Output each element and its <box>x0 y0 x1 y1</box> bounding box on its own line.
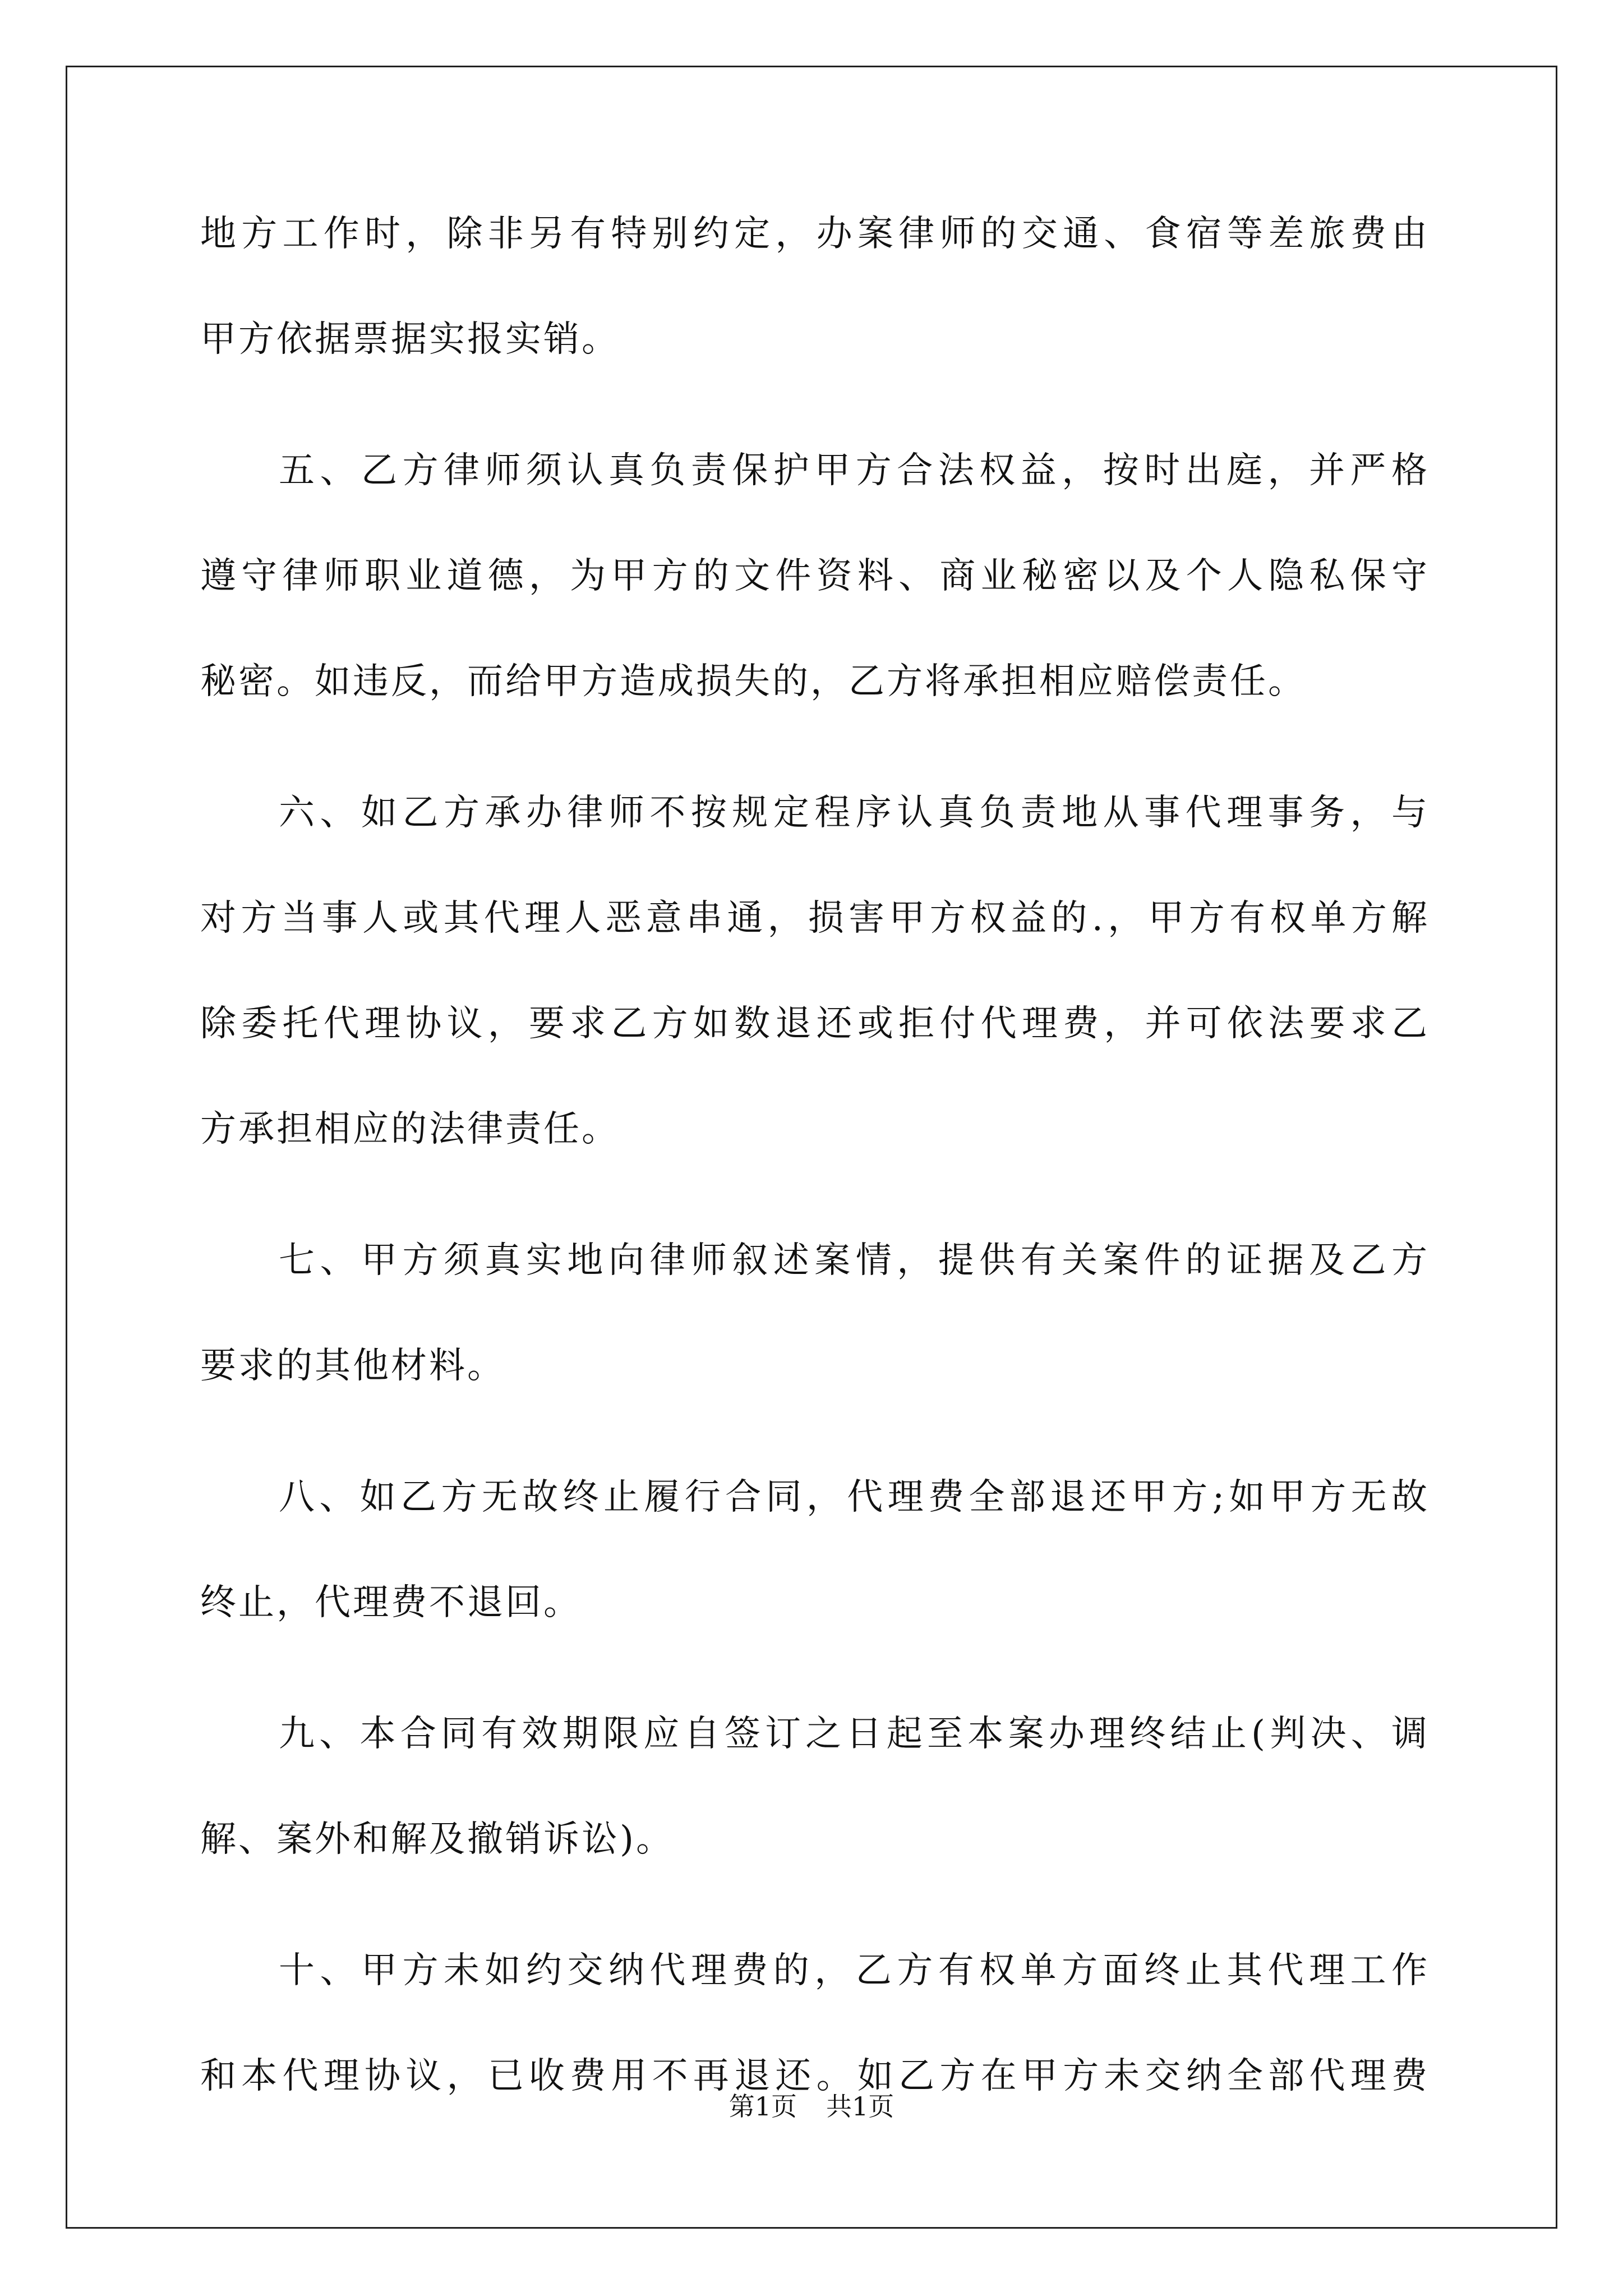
paragraph-first-line: 八、如乙方无故终止履行合同，代理费全部退还甲方;如甲方无故 <box>279 1476 1430 1518</box>
page-total: 共1页 <box>826 2091 895 2122</box>
text-line: 对方当事人或其代理人恶意串通，损害甲方权益的.，甲方有权单方解 <box>200 898 1430 939</box>
text-line: 除委托代理协议，要求乙方如数退还或拒付代理费，并可依法要求乙 <box>200 1003 1430 1045</box>
text-line: 要求的其他材料。 <box>200 1345 505 1387</box>
text-line: 遵守律师职业道德，为甲方的文件资料、商业秘密以及个人隐私保守 <box>200 555 1430 597</box>
text-line: 方承担相应的法律责任。 <box>200 1108 620 1150</box>
text-line: 地方工作时，除非另有特别约定，办案律师的交通、食宿等差旅费由 <box>200 213 1430 255</box>
text-line: 甲方依据票据实报实销。 <box>200 319 620 360</box>
text-line: 解、案外和解及撤销诉讼)。 <box>200 1819 674 1860</box>
text-line: 终止，代理费不退回。 <box>200 1582 582 1623</box>
text-line: 和本代理协议，已收费用不再退还。如乙方在甲方未交纳全部代理费 <box>200 2055 1430 2097</box>
page-number: 第1页 <box>728 2091 797 2122</box>
paragraph-first-line: 六、如乙方承办律师不按规定程序认真负责地从事代理事务，与 <box>279 792 1430 834</box>
text-line: 秘密。如违反，而给甲方造成损失的，乙方将承担相应赔偿责任。 <box>200 661 1306 702</box>
page-footer <box>0 2090 1623 2123</box>
paragraph-first-line: 九、本合同有效期限应自签订之日起至本案办理终结止(判决、调 <box>279 1713 1430 1755</box>
paragraph-first-line: 十、甲方未如约交纳代理费的，乙方有权单方面终止其代理工作 <box>279 1950 1430 1991</box>
paragraph-first-line: 五、乙方律师须认真负责保护甲方合法权益，按时出庭，并严格 <box>279 450 1430 491</box>
paragraph-first-line: 七、甲方须真实地向律师叙述案情，提供有关案件的证据及乙方 <box>279 1240 1430 1281</box>
